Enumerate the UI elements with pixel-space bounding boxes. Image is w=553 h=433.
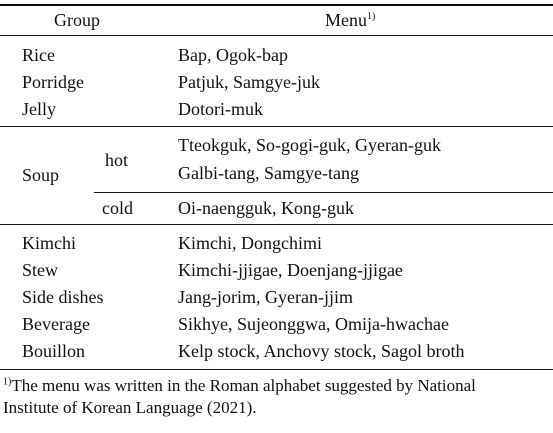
- table-row-menu: Kimchi, Dongchimi: [178, 233, 322, 253]
- table-row-menu: Patjuk, Samgye-juk: [178, 72, 320, 92]
- menu-column-header: [325, 9, 375, 31]
- table-top-rule: [0, 4, 553, 6]
- table-row-group: Jelly: [22, 99, 56, 119]
- soup-hot-menu: Tteokguk, So-gogi-guk, Gyeran-guk: [178, 135, 441, 155]
- table-row-group: Rice: [22, 45, 55, 65]
- table-row-menu: Jang-jorim, Gyeran-jjim: [178, 287, 353, 307]
- table-bottom-rule: [0, 369, 553, 370]
- soup-cold-menu: Oi-naengguk, Kong-guk: [178, 198, 354, 218]
- table-row-menu: Dotori-muk: [178, 99, 263, 119]
- header-bottom-rule: [0, 35, 553, 36]
- group-column-header: Group: [54, 10, 100, 30]
- menu-header-text: Menu: [325, 10, 367, 30]
- table-row-group: Stew: [22, 260, 58, 280]
- footnote-line: Institute of Korean Language (2021).: [3, 398, 257, 417]
- soup-hot-label: hot: [105, 150, 129, 170]
- table-row-group: Side dishes: [22, 287, 104, 307]
- table-footnote: [3, 375, 551, 419]
- footnote-mark: 1): [3, 376, 12, 388]
- footnote-line: The menu was written in the Roman alphabet suggested by National: [11, 376, 476, 395]
- soup-subdivider-rule: [94, 192, 553, 193]
- soup-hot-menu: Galbi-tang, Samgye-tang: [178, 163, 359, 183]
- table-row-group: Kimchi: [22, 233, 76, 253]
- table-row-menu: Bap, Ogok-bap: [178, 45, 288, 65]
- footnote-mark: 1): [367, 11, 376, 22]
- soup-group-label: Soup: [22, 165, 60, 185]
- section-divider-rule: [0, 126, 553, 127]
- table-row-menu: Kimchi-jjigae, Doenjang-jjigae: [178, 260, 403, 280]
- soup-cold-label: cold: [102, 198, 133, 218]
- table-row-menu: Sikhye, Sujeonggwa, Omija-hwachae: [178, 314, 449, 334]
- table-row-group: Bouillon: [22, 341, 86, 361]
- section-divider-rule: [0, 224, 553, 225]
- table-row-group: Beverage: [22, 314, 90, 334]
- table-row-group: Porridge: [22, 72, 84, 92]
- table-row-menu: Kelp stock, Anchovy stock, Sagol broth: [178, 341, 465, 361]
